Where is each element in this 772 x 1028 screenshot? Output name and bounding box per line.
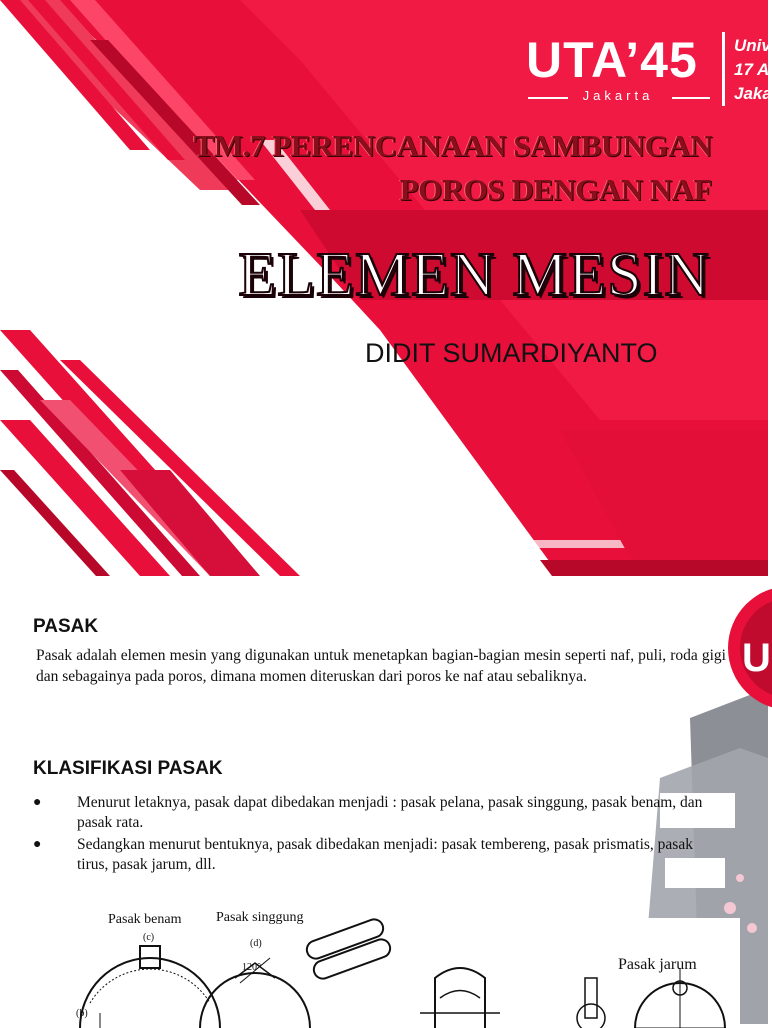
logo-city: Jakarta (582, 88, 654, 103)
subtitle-line-2: POROS DENGAN NAF (399, 172, 712, 207)
logo-line-right (672, 97, 710, 99)
label-pasak-benam: Pasak benam (108, 912, 182, 927)
label-b: (b) (76, 1008, 88, 1019)
label-pasak-singgung: Pasak singgung (216, 910, 304, 925)
list-item (30, 793, 720, 833)
slide-title: ELEMEN MESIN (238, 241, 710, 309)
bullet-icon: ● (33, 837, 42, 852)
heading-klasifikasi: KLASIFIKASI PASAK (33, 758, 223, 779)
slide-subtitle (72, 124, 712, 212)
pasak-figure (40, 910, 740, 1028)
content-slide (0, 578, 771, 1024)
list-item-text: Menurut letaknya, pasak dapat dibedakan menjadi : pasak pelana, pasak singgung, pasak benam, dan pasak rata. (77, 794, 703, 831)
label-c: (c) (143, 932, 155, 943)
label-angle: 120° (242, 962, 261, 973)
logo-tagline-1: Univ (734, 36, 771, 55)
logo-wordmark: UTA’45 (526, 32, 698, 88)
list-item-text: Sedangkan menurut bentuknya, pasak dibedakan menjadi: pasak tembereng, pasak prismatis, pasak tirus, pasak jarum, dll. (77, 836, 693, 873)
pasak-definition: Pasak adalah elemen mesin yang digunakan untuk menetapkan bagian-bagian mesin seperti naf, puli, roda gigi dan sebagainya pada poros, dimana momen diteruskan dari poros ke naf atau sebaliknya. (36, 647, 726, 685)
bullet-icon: ● (33, 795, 42, 810)
list-item (30, 835, 720, 875)
subtitle-line-1: TM.7 PERENCANAAN SAMBUNGAN (193, 128, 712, 163)
label-d: (d) (250, 938, 262, 949)
heading-pasak: PASAK (33, 616, 99, 637)
klasifikasi-list (30, 793, 720, 877)
logo-divider (722, 32, 725, 106)
label-pasak-jarum: Pasak jarum (618, 956, 697, 973)
author-name: DIDIT SUMARDIYANTO (365, 338, 658, 368)
university-logo (520, 28, 772, 112)
logo-tagline-3: Jaka (734, 84, 772, 103)
logo-tagline-2: 17 A (734, 60, 770, 79)
logo-fragment: U (742, 636, 771, 680)
